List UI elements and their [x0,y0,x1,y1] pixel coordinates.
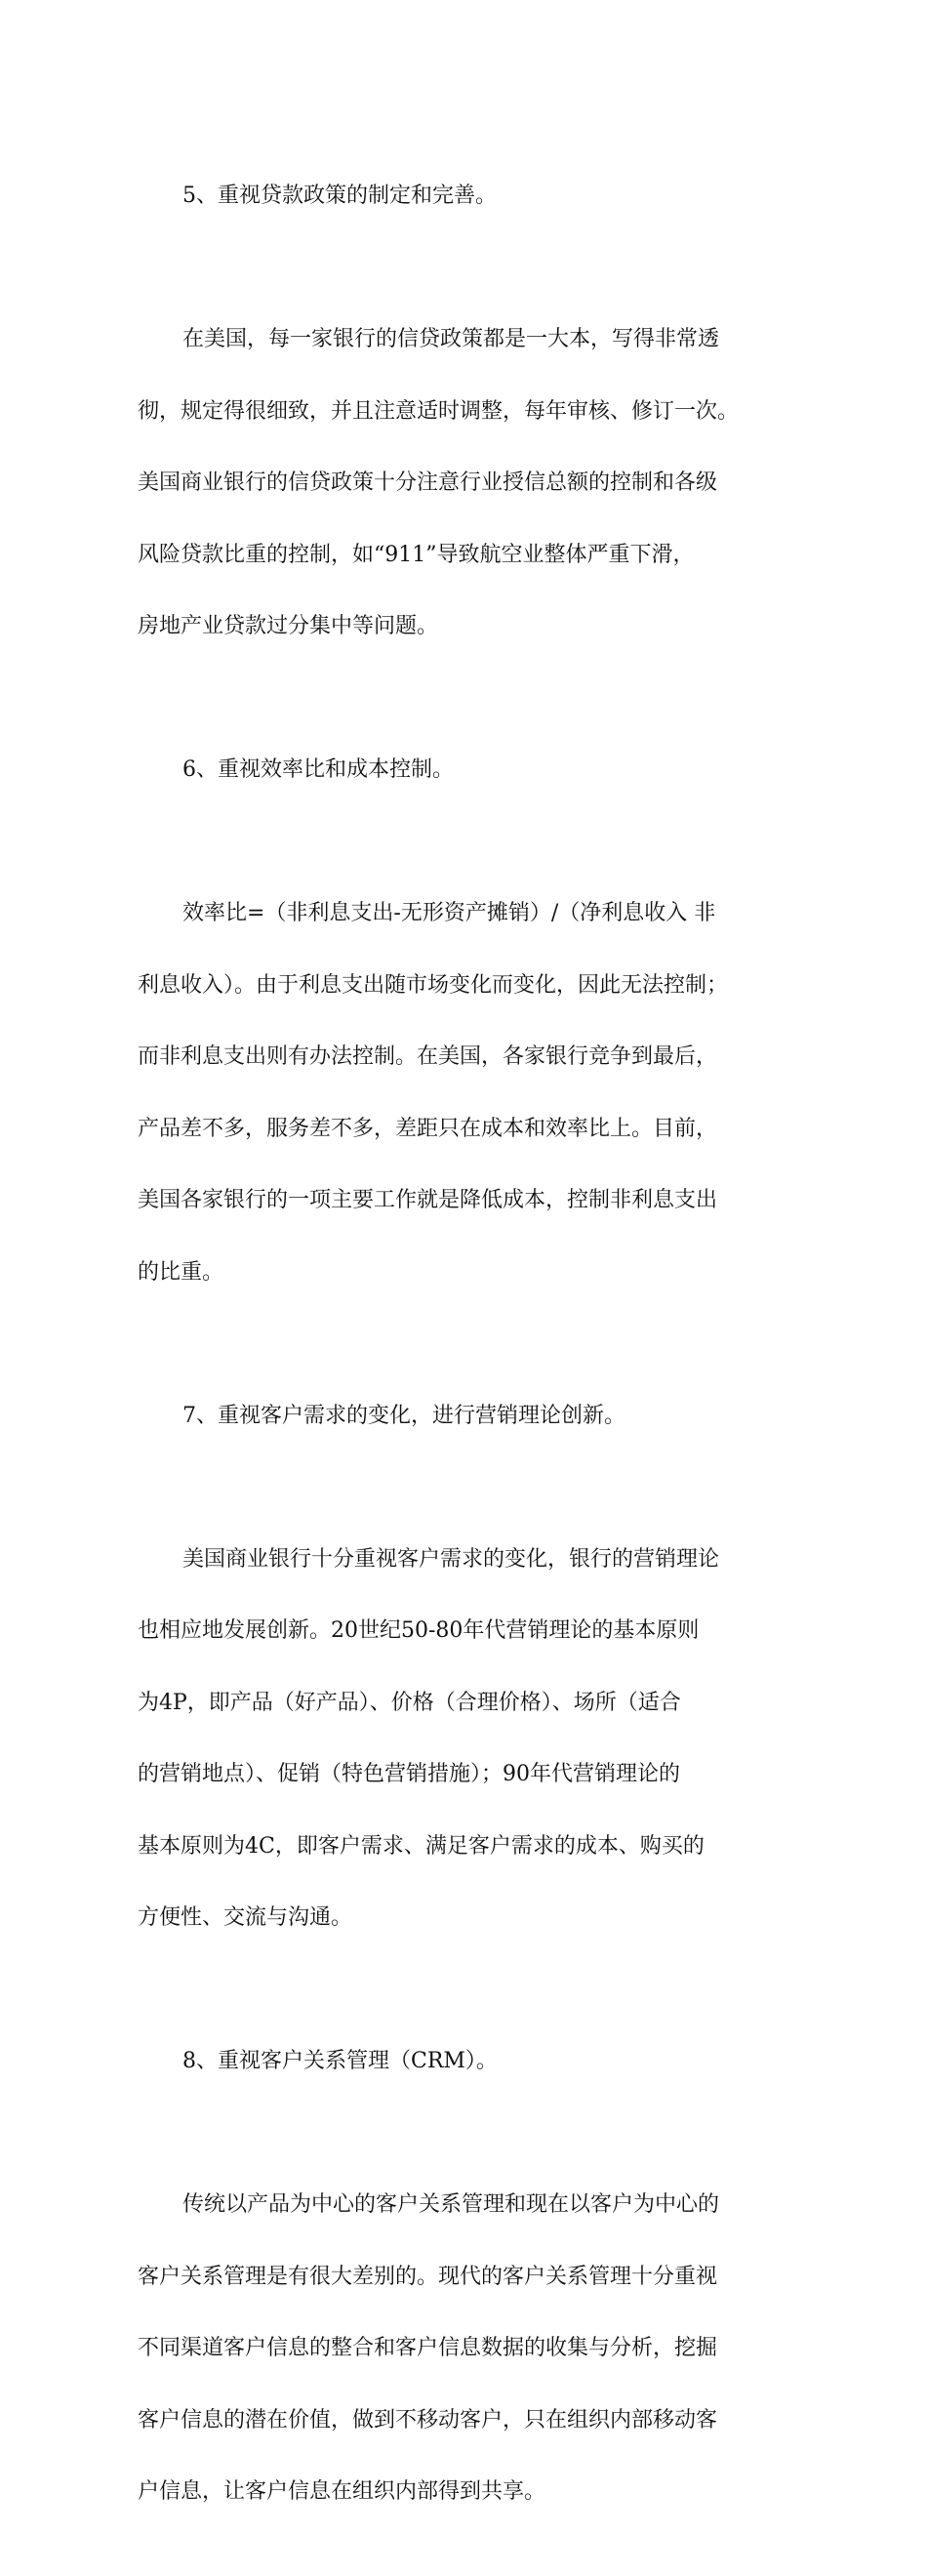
text-line: 不同渠道客户信息的整合和客户信息数据的收集与分析，挖掘 [138,2336,718,2360]
text-line: 房地产业贷款过分集中等问题。 [138,614,439,638]
text-line: 客户信息的潜在价值，做到不移动客户，只在组织内部移动客 [138,2407,718,2433]
text-line: 为4P，即产品（好产品）、价格（合理价格）、场所（适合 [138,1690,681,1715]
text-line: 的营销地点）、促销（特色营销措施）；90年代营销理论的 [138,1762,680,1786]
text-line: 8、重视客户关系管理（CRM）。 [182,2049,498,2073]
text-line: 户信息，让客户信息在组织内部得到共享。 [138,2479,546,2504]
text-line: 基本原则为4C，即客户需求、满足客户需求的成本、购买的 [138,1833,705,1859]
section-heading-6 [138,711,796,831]
text-line: 在美国，每一家银行的信贷政策都是一大本，写得非常透 [182,327,720,351]
text-line: 7、重视客户需求的变化，进行营销理论创新。 [182,1403,625,1428]
text-line: 也相应地发展创新。20世纪50-80年代营销理论的基本原则 [138,1618,700,1643]
paragraph-marketing-theory [138,1500,796,1979]
text-line: 彻，规定得很细致，并且注意适时调整，每年审核、修订一次。 [138,398,740,424]
text-line: 美国各家银行的一项主要工作就是降低成本，控制非利息支出 [138,1188,718,1212]
text-line: 方便性、交流与沟通。 [138,1905,353,1930]
section-heading-8 [138,2002,796,2122]
text-line: 5、重视贷款政策的制定和完善。 [182,184,497,208]
text-line: 客户关系管理是有很大差别的。现代的客户关系管理十分重视 [138,2264,718,2289]
text-line: 效率比=（非利息支出-无形资产摊销）/（净利息收入 非 [182,901,716,925]
section-heading-7 [138,1357,796,1477]
text-line: 美国商业银行十分重视客户需求的变化，银行的营销理论 [182,1546,720,1572]
text-line: 的比重。 [138,1259,224,1285]
text-line: 而非利息支出则有办法控制。在美国，各家银行竞争到最后， [138,1044,718,1069]
document-page [138,137,796,2576]
text-line: 6、重视效率比和成本控制。 [182,757,454,782]
text-line: 传统以产品为中心的客户关系管理和现在以客户为中心的 [182,2192,720,2217]
section-heading-5 [138,137,796,257]
paragraph-credit-policy [138,280,796,687]
text-line: 利息收入）。由于利息支出随市场变化而变化，因此无法控制； [138,972,729,998]
paragraph-crm [138,2146,796,2553]
paragraph-efficiency-ratio [138,854,796,1332]
text-line: 产品差不多，服务差不多，差距只在成本和效率比上。目前， [138,1116,718,1141]
text-line: 风险贷款比重的控制，如“911”导致航空业整体严重下滑， [138,542,695,567]
text-line: 美国商业银行的信贷政策十分注意行业授信总额的控制和各级 [138,470,718,495]
